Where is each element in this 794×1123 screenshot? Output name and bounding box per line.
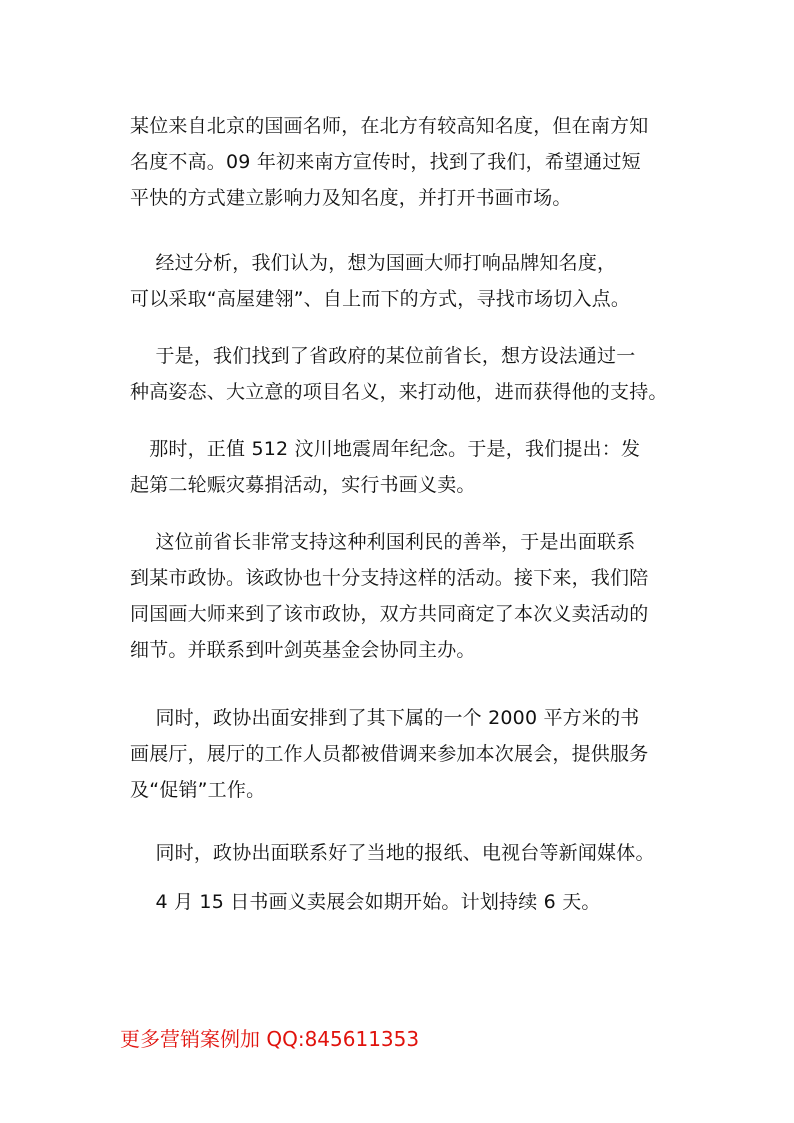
text-line: 经过分析，我们认为，想为国画大师打响品牌知名度， <box>130 252 617 274</box>
text-line: 同国画大师来到了该市政协，双方共同商定了本次义卖活动的 <box>130 603 649 625</box>
text-line: 于是，我们找到了省政府的某位前省长，想方设法通过一 <box>130 345 636 367</box>
text-line: 细节。并联系到叶剑英基金会协同主办。 <box>130 639 476 661</box>
text-line: 及“促销”工作。 <box>130 779 266 801</box>
text-line: 起第二轮赈灾募捐活动，实行书画义卖。 <box>130 474 476 496</box>
text-line: 同时，政协出面联系好了当地的报纸、电视台等新闻媒体。 <box>130 842 655 864</box>
paragraph-opening <box>130 884 670 920</box>
text-line: 到某市政协。该政协也十分支持这样的活动。接下来，我们陪 <box>130 567 649 589</box>
text-line: 名度不高。09 年初来南方宣传时，找到了我们，希望通过短 <box>130 151 641 173</box>
paragraph-media <box>130 835 670 871</box>
text-line: 平快的方式建立影响力及知名度，并打开书画市场。 <box>130 187 572 209</box>
paragraph-analysis <box>130 245 670 317</box>
paragraph-anniversary <box>130 431 670 503</box>
footer-contact-link[interactable]: 更多营销案例加 QQ:845611353 <box>120 1027 420 1051</box>
text-line: 这位前省长非常支持这种利国利民的善举，于是出面联系 <box>130 531 636 553</box>
text-line: 4 月 15 日书画义卖展会如期开始。计划持续 6 天。 <box>130 891 601 913</box>
text-line: 某位来自北京的国画名师，在北方有较高知名度，但在南方知 <box>130 115 649 137</box>
text-line: 同时，政协出面安排到了其下属的一个 2000 平方米的书 <box>130 707 640 729</box>
paragraph-cppcc <box>130 524 670 668</box>
paragraph-intro <box>130 108 670 216</box>
paragraph-governor <box>130 338 670 410</box>
text-line: 画展厅，展厅的工作人员都被借调来参加本次展会，提供服务 <box>130 743 649 765</box>
text-line: 可以采取“高屋建翎”、自上而下的方式，寻找市场切入点。 <box>130 288 631 310</box>
paragraph-exhibition-hall <box>130 700 670 808</box>
text-line: 种高姿态、大立意的项目名义，来打动他，进而获得他的支持。 <box>130 381 668 403</box>
text-line: 那时，正值 512 汶川地震周年纪念。于是，我们提出：发 <box>130 438 641 460</box>
